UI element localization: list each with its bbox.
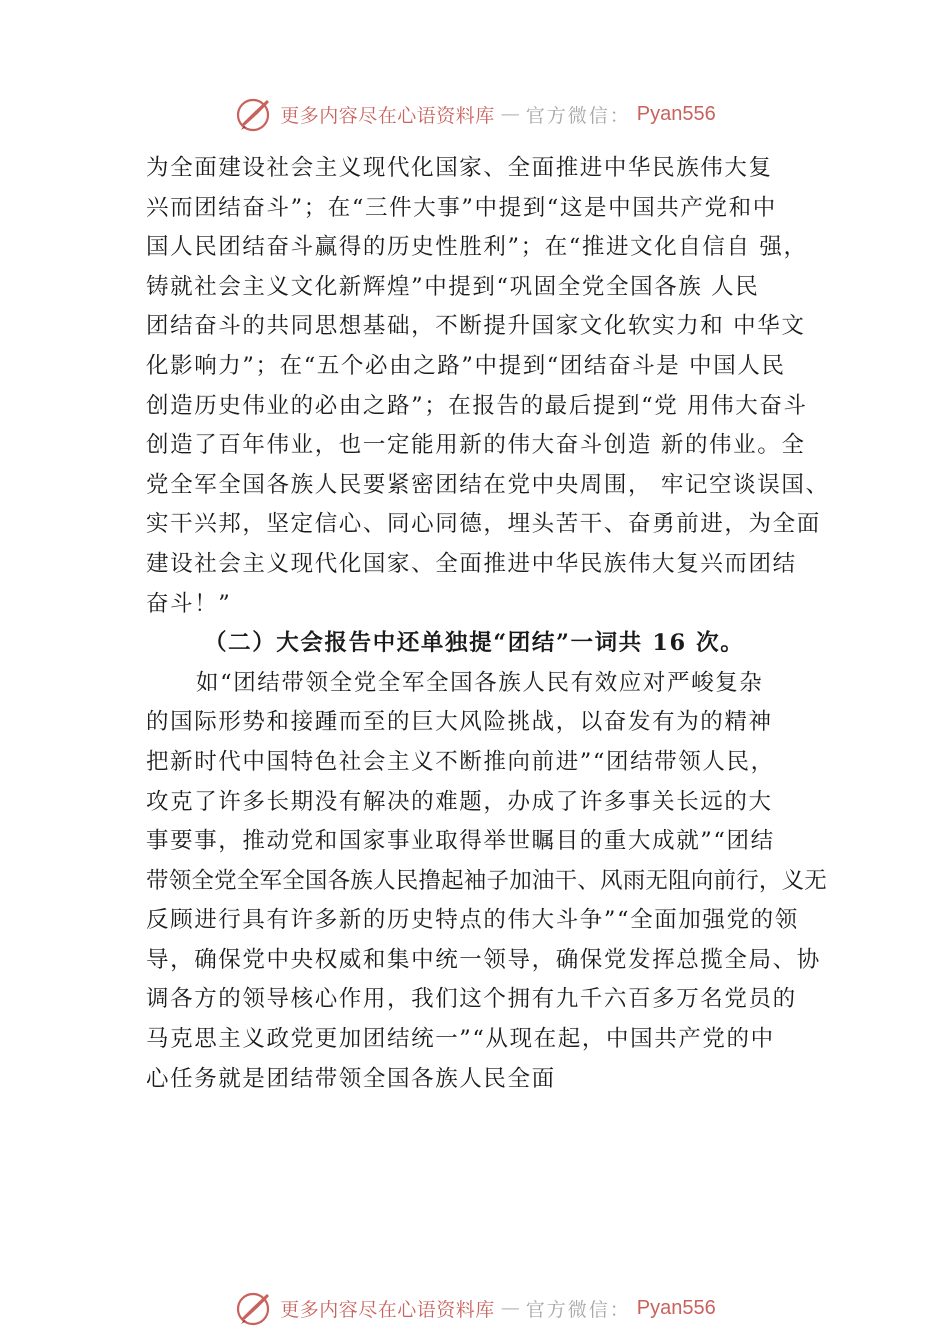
pen-logo-icon [234, 94, 274, 134]
text-line: 奋斗！” [146, 590, 232, 617]
watermark-text: 更多内容尽在心语资料库 [280, 1298, 495, 1321]
text-line: 导，确保党中央权威和集中统一领导，确保党发挥总揽全局、协 [146, 946, 821, 973]
text-line: 马克思主义政党更加团结统一”“从现在起，中国共产党的中 [146, 1026, 775, 1053]
text-line: 兴而团结奋斗”；在“三件大事”中提到“这是中国共产党和中 [146, 194, 777, 221]
text-line: 攻克了许多长期没有解决的难题，办成了许多事关长远的大 [146, 788, 773, 815]
watermark-label: 官方微信： [525, 104, 631, 127]
text-line: 国人民团结奋斗赢得的历史性胜利”；在“推进文化自信自 强， [146, 234, 808, 261]
text-line: 带领全党全军全国各族人民撸起袖子加油干、风雨无阻向前行，义无 [146, 867, 828, 894]
text-line: 创造了百年伟业，也一定能用新的伟大奋斗创造 新的伟业。全 [146, 432, 806, 459]
section-heading: （二）大会报告中还单独提“团结”一词共 16 次。 [204, 630, 745, 657]
watermark-separator: — [500, 1297, 520, 1319]
text-line: 为全面建设社会主义现代化国家、全面推进中华民族伟大复 [146, 155, 773, 181]
footer-watermark [0, 1286, 950, 1330]
text-line: 反顾进行具有许多新的历史特点的伟大斗争”“全面加强党的领 [146, 907, 799, 934]
watermark-wechat-id: Pyan556 [636, 1296, 716, 1319]
text-line: 建设社会主义现代化国家、全面推进中华民族伟大复兴而团结 [146, 550, 797, 577]
text-line: 的国际形势和接踵而至的巨大风险挑战，以奋发有为的精神 [146, 709, 773, 736]
text-line: 把新时代中国特色社会主义不断推向前进”“团结带领人民， [146, 748, 775, 775]
text-line: 实干兴邦，坚定信心、同心同德，埋头苦干、奋勇前进，为全面 [146, 511, 821, 538]
watermark-text: 更多内容尽在心语资料库 [280, 104, 495, 127]
header-watermark [0, 92, 950, 136]
text-line: 团结奋斗的共同思想基础，不断提升国家文化软实力和 中华文 [146, 313, 806, 340]
watermark-label: 官方微信： [525, 1298, 631, 1321]
watermark-wechat-id: Pyan556 [636, 102, 716, 125]
text-line: 调各方的领导核心作用，我们这个拥有九千六百多万名党员的 [146, 986, 797, 1013]
document-body [146, 149, 836, 1099]
text-line: 化影响力”；在“五个必由之路”中提到“团结奋斗是 中国人民 [146, 352, 786, 379]
text-line: 铸就社会主义文化新辉煌”中提到“巩固全党全国各族 人民 [146, 273, 760, 300]
text-line: 创造历史伟业的必由之路”；在报告的最后提到“党 用伟大奋斗 [146, 392, 808, 419]
pen-logo-icon [234, 1288, 274, 1328]
text-line: 党全军全国各族人民要紧密团结在党中央周围， 牢记空谈误国、 [146, 471, 830, 498]
text-line: 如“团结带领全党全军全国各族人民有效应对严峻复杂 [196, 669, 764, 696]
text-line: 心任务就是团结带领全国各族人民全面 [146, 1065, 556, 1092]
watermark-separator: — [500, 103, 520, 125]
text-line: 事要事，推动党和国家事业取得举世瞩目的重大成就”“团结 [146, 828, 775, 855]
